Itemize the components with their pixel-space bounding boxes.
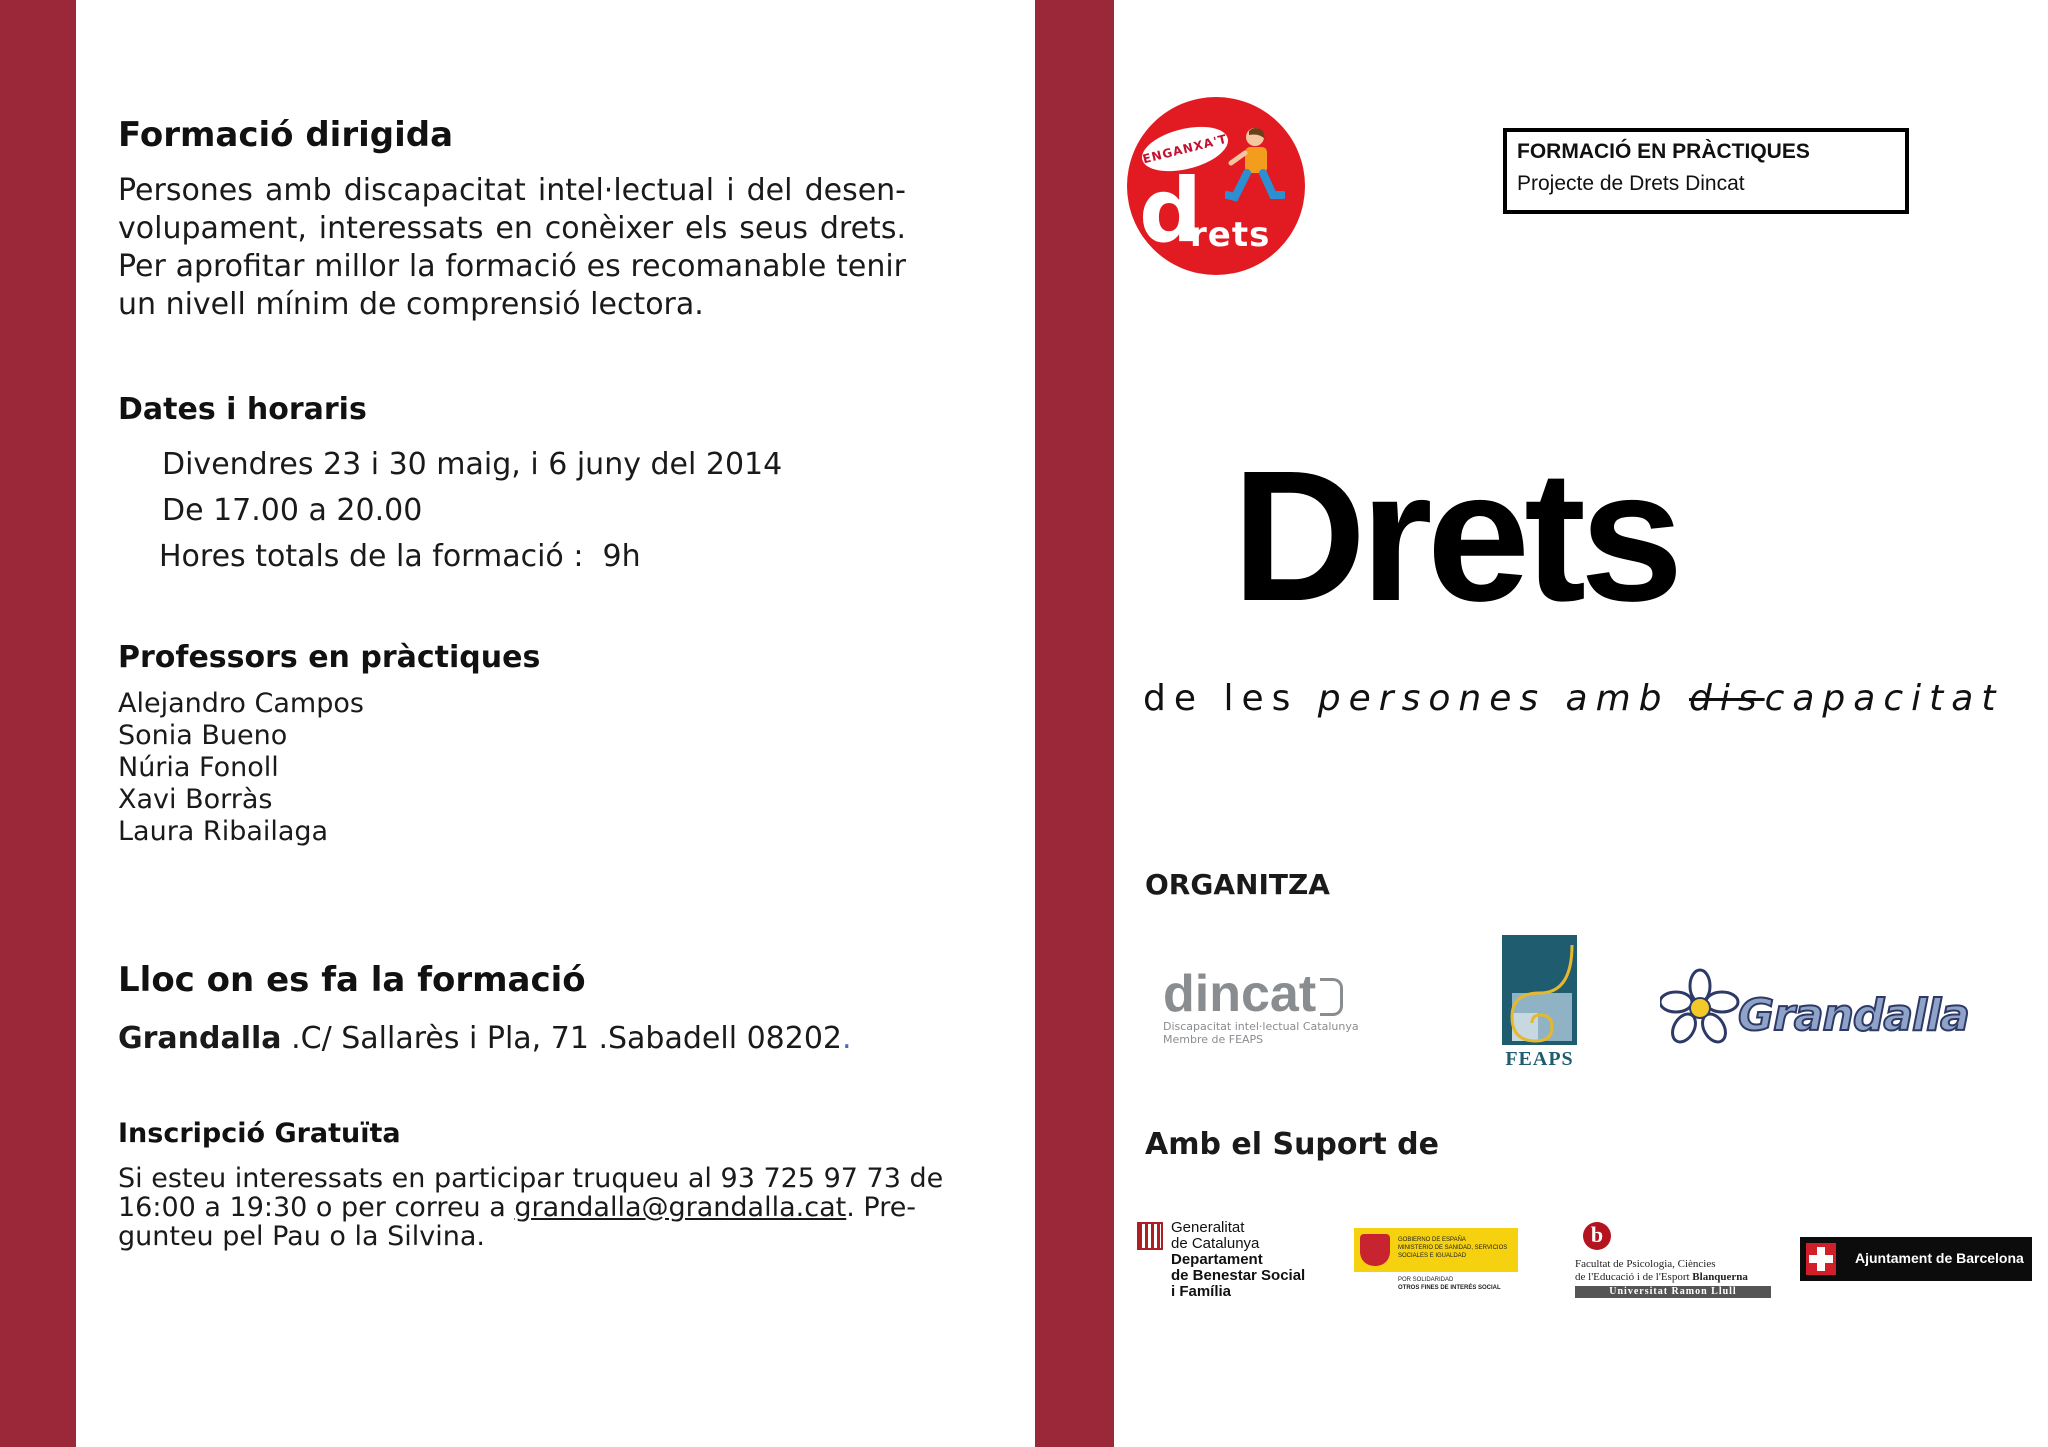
organitza-heading: ORGANITZA <box>1145 868 1330 901</box>
lloc-title: Lloc on es fa la formació <box>118 960 586 1000</box>
subtitle-part-2: persones amb <box>1317 678 1689 719</box>
inscripcio-line-2 <box>118 1193 948 1222</box>
feaps-label: FEAPS <box>1505 1048 1574 1070</box>
ministerio-line-2: MINISTERIO DE SANIDAD, SERVICIOS SOCIALES E IGUALDAD <box>1398 1245 1508 1259</box>
barcelona-shield-icon <box>1806 1243 1836 1275</box>
gencat-line-5: i Família <box>1171 1283 1232 1300</box>
lloc-address: .C/ Sallarès i Pla, 71 .Sabadell 08202 <box>281 1021 842 1056</box>
barcelona-logo <box>1800 1237 2032 1281</box>
gencat-text <box>1171 1220 1305 1300</box>
formacio-line-1: Persones amb discapacitat intel·lectual i del desen- <box>118 173 906 208</box>
left-accent-bar <box>0 0 76 1447</box>
dates-title: Dates i horaris <box>118 392 367 427</box>
lloc-venue: Grandalla <box>118 1021 282 1056</box>
feaps-logo <box>1502 935 1577 1075</box>
grandalla-logo <box>1660 968 1969 1048</box>
dates-line-2: De 17.00 a 20.00 <box>162 493 423 528</box>
subtitle-strike: dis <box>1688 678 1765 719</box>
inscripcio-line-2-pre: 16:00 a 19:30 o per correu a <box>118 1192 515 1223</box>
gencat-line-1: Generalitat <box>1171 1219 1245 1236</box>
logo-d: d <box>1139 159 1202 262</box>
inscripcio-line-1: Si esteu interessats en participar truqueu al 93 725 97 73 de <box>118 1163 944 1194</box>
gencat-line-4: de Benestar Social <box>1171 1267 1306 1284</box>
spain-shield-icon <box>1360 1234 1390 1266</box>
dincat-word: dincat <box>1163 965 1317 1023</box>
blanquerna-line-2-pre: de l'Educació i de l'Esport <box>1575 1271 1693 1283</box>
blanquerna-line-2-bold: Blanquerna <box>1692 1271 1748 1283</box>
subtitle-part-1: de les <box>1143 678 1318 719</box>
ministerio-logo <box>1354 1228 1518 1296</box>
inscripcio-line-2-post: . Pre- <box>846 1192 917 1223</box>
inscripcio-title: Inscripció Gratuïta <box>118 1118 401 1149</box>
gencat-line-2: de Catalunya <box>1171 1235 1260 1252</box>
email-link[interactable]: grandalla@grandalla.cat <box>514 1192 847 1223</box>
ministerio-text <box>1398 1236 1508 1260</box>
drets-logo <box>1127 97 1305 275</box>
formacio-line-4: un nivell mínim de comprensió lectora. <box>118 287 704 322</box>
main-title: Drets <box>1232 433 1678 640</box>
logo-rets: rets <box>1190 215 1271 255</box>
practice-box-title: FORMACIÓ EN PRÀCTIQUES <box>1517 140 1810 163</box>
daffodil-icon <box>1660 968 1740 1048</box>
gencat-logo <box>1137 1220 1317 1300</box>
grandalla-word: Grandalla <box>1738 990 1969 1041</box>
gencat-line-3: Departament <box>1171 1251 1263 1268</box>
professor-name: Alejandro Campos <box>118 688 364 719</box>
gencat-stripes-icon <box>1137 1222 1163 1250</box>
center-accent-bar <box>1035 0 1114 1447</box>
ministerio-line-1: GOBIERNO DE ESPAÑA <box>1398 1237 1466 1243</box>
subtitle-part-3: capacitat <box>1764 678 2004 719</box>
practice-box-subtitle: Projecte de Drets Dincat <box>1517 172 1745 195</box>
ministerio-line-3: POR SOLIDARIDAD <box>1398 1277 1454 1283</box>
blanquerna-logo <box>1575 1222 1775 1302</box>
professor-name: Núria Fonoll <box>118 752 279 783</box>
professors-list <box>118 688 364 848</box>
feaps-spiral-icon <box>1502 935 1577 1045</box>
blanquerna-b-icon: b <box>1583 1222 1611 1250</box>
formacio-line-3: Per aprofitar millor la formació es recomanable tenir <box>118 249 906 284</box>
dates-line-1: Divendres 23 i 30 maig, i 6 juny del 2014 <box>162 447 783 482</box>
formacio-line-2: volupament, interessats en conèixer els seus drets. <box>118 211 906 246</box>
ministerio-below <box>1398 1276 1501 1292</box>
blanquerna-university-bar: Universitat Ramon Llull <box>1575 1286 1771 1298</box>
professor-name: Xavi Borràs <box>118 784 273 815</box>
practice-box <box>1503 128 1909 214</box>
suport-heading: Amb el Suport de <box>1145 1127 1439 1162</box>
running-figure-icon <box>1225 125 1285 215</box>
main-subtitle <box>1143 678 2003 719</box>
formacio-text <box>118 172 906 324</box>
inscripcio-line-3: gunteu pel Pau o la Silvina. <box>118 1221 485 1252</box>
inscripcio-text <box>118 1164 948 1251</box>
dincat-logo <box>1163 965 1363 1048</box>
dincat-member: Membre de FEAPS <box>1163 1033 1264 1046</box>
logo-badge: ENGANXA'T <box>1137 119 1232 179</box>
ministerio-line-4: OTROS FINES DE INTERÉS SOCIAL <box>1398 1285 1501 1291</box>
barcelona-text: Ajuntament de Barcelona <box>1855 1250 2024 1266</box>
lloc-address-line <box>118 1020 852 1058</box>
formacio-title: Formació dirigida <box>118 115 454 155</box>
dates-line-3: Hores totals de la formació : 9h <box>159 539 641 574</box>
professor-name: Sonia Bueno <box>118 720 288 751</box>
blanquerna-line-2 <box>1575 1271 1748 1283</box>
professor-name: Laura Ribailaga <box>118 816 329 847</box>
dincat-mark-icon <box>1320 978 1343 1016</box>
dincat-tagline: Discapacitat intel·lectual Catalunya <box>1163 1020 1359 1033</box>
professors-title: Professors en pràctiques <box>118 640 541 675</box>
lloc-dot: . <box>842 1021 852 1056</box>
blanquerna-line-1: Facultat de Psicologia, Ciències <box>1575 1258 1716 1270</box>
